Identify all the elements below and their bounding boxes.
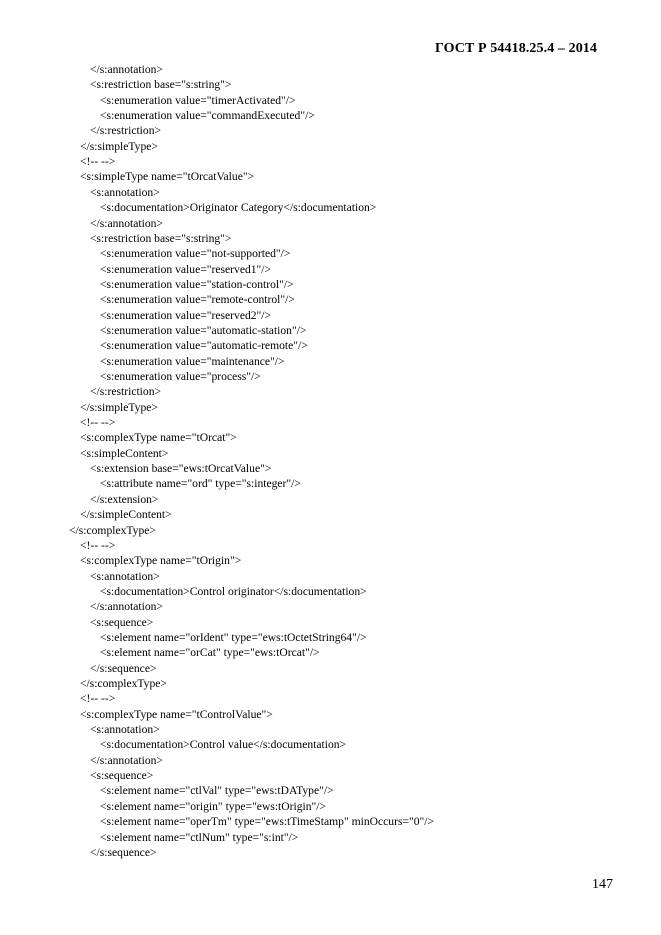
code-line: <s:sequence> bbox=[90, 769, 154, 783]
code-line: <s:annotation> bbox=[90, 569, 160, 583]
code-line: <s:element name="origin" type="ews:tOrigin"/> bbox=[100, 799, 327, 813]
code-line: <s:enumeration value="not-supported"/> bbox=[100, 247, 291, 261]
code-line: </s:extension> bbox=[90, 492, 159, 506]
code-line: </s:simpleType> bbox=[80, 139, 158, 153]
code-line: <s:complexType name="tOrigin"> bbox=[80, 554, 242, 568]
code-line: <s:sequence> bbox=[90, 615, 154, 629]
code-line: <s:enumeration value="timerActivated"/> bbox=[100, 93, 296, 107]
code-line: <s:enumeration value="maintenance"/> bbox=[100, 354, 285, 368]
code-line: <s:enumeration value="commandExecuted"/> bbox=[100, 109, 315, 123]
code-line: </s:annotation> bbox=[90, 600, 163, 614]
code-line: </s:complexType> bbox=[80, 677, 167, 690]
code-line: <s:documentation>Control originator</s:documentation> bbox=[100, 584, 367, 598]
code-line: <s:documentation>Control value</s:documentation> bbox=[100, 738, 347, 752]
code-line: <s:annotation> bbox=[90, 723, 160, 737]
code-line: <s:element name="orIdent" type="ews:tOctetString64"/> bbox=[100, 630, 367, 644]
code-line: <s:element name="orCat" type="ews:tOrcat"/> bbox=[100, 646, 320, 660]
code-line: <s:enumeration value="automatic-station"/> bbox=[100, 323, 307, 337]
code-line: <s:restriction base="s:string"> bbox=[90, 231, 232, 245]
code-line: </s:annotation> bbox=[90, 216, 163, 230]
code-line: <s:annotation> bbox=[90, 185, 160, 199]
code-line: <s:complexType name="tControlValue"> bbox=[80, 707, 273, 721]
code-line: <s:attribute name="ord" type="s:integer"/> bbox=[100, 477, 301, 491]
code-line: <s:simpleType name="tOrcatValue"> bbox=[80, 170, 255, 184]
code-line: </s:restriction> bbox=[90, 124, 162, 138]
code-line: <s:element name="ctlVal" type="ews:tDAType"/> bbox=[100, 784, 334, 798]
code-line: </s:restriction> bbox=[90, 385, 162, 399]
code-line: <s:element name="operTm" type="ews:tTimeStamp" minOccurs="0"/> bbox=[100, 815, 435, 829]
code-line: <s:enumeration value="process"/> bbox=[100, 370, 261, 383]
code-line: <s:complexType name="tOrcat"> bbox=[80, 431, 237, 445]
code-line: </s:sequence> bbox=[90, 661, 157, 675]
code-line: <s:enumeration value="remote-control"/> bbox=[100, 293, 295, 307]
code-line: </s:complexType> bbox=[69, 523, 156, 537]
code-line: <s:enumeration value="station-control"/> bbox=[100, 277, 294, 291]
code-line: <!-- --> bbox=[80, 155, 116, 169]
code-line: </s:simpleType> bbox=[80, 400, 158, 414]
code-line: <s:documentation>Originator Category</s:documentation> bbox=[100, 201, 377, 215]
code-line: <s:enumeration value="reserved2"/> bbox=[100, 308, 272, 322]
document-header: ГОСТ Р 54418.25.4 – 2014 bbox=[434, 41, 597, 56]
code-line: <s:restriction base="s:string"> bbox=[90, 78, 232, 92]
code-line: <s:enumeration value="automatic-remote"/> bbox=[100, 339, 308, 353]
code-line: </s:annotation> bbox=[90, 753, 163, 767]
code-line: <s:simpleContent> bbox=[80, 446, 169, 460]
code-line: <s:extension base="ews:tOrcatValue"> bbox=[90, 462, 272, 476]
code-line: <s:enumeration value="reserved1"/> bbox=[100, 262, 272, 276]
code-line: </s:annotation> bbox=[90, 63, 163, 76]
code-line: <s:element name="ctlNum" type="s:int"/> bbox=[100, 830, 299, 844]
code-line: <!-- --> bbox=[80, 692, 116, 706]
page-number: 147 bbox=[592, 877, 613, 892]
code-line: <!-- --> bbox=[80, 538, 116, 552]
code-line: </s:sequence> bbox=[90, 845, 157, 859]
code-line: </s:simpleContent> bbox=[80, 508, 172, 522]
code-line: <!-- --> bbox=[80, 416, 116, 430]
